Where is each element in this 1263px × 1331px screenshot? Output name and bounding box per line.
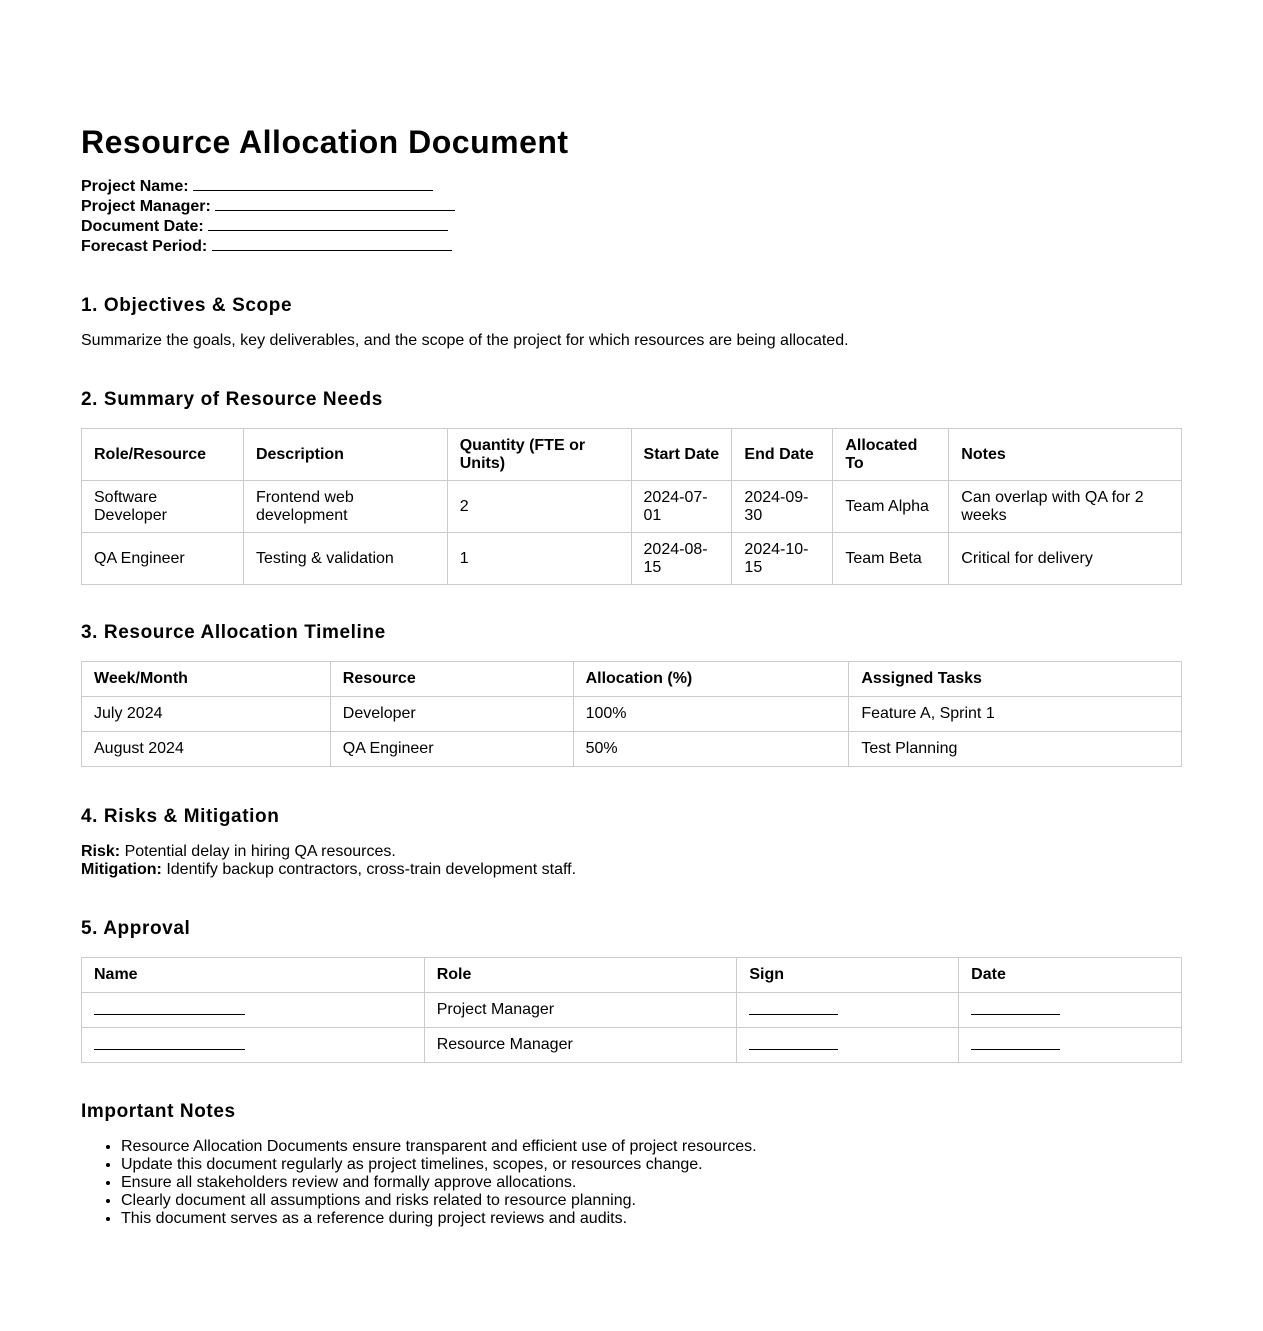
meta-project-manager: Project Manager: xyxy=(81,196,1182,216)
table-row xyxy=(82,732,1182,767)
table-cell: 2024-08-15 xyxy=(631,533,732,585)
mitigation-line: Mitigation: Identify backup contractors, cross-train development staff. xyxy=(81,861,577,878)
table-cell: Testing & validation xyxy=(243,533,447,585)
table-cell: 50% xyxy=(573,732,849,767)
blank-line xyxy=(208,216,448,231)
table-cell: Developer xyxy=(330,697,573,732)
col-header: Name xyxy=(82,958,425,993)
col-header: Role/Resource xyxy=(82,429,244,481)
date-field[interactable] xyxy=(959,1028,1182,1063)
meta-project-name: Project Name: xyxy=(81,176,1182,196)
meta-document-date: Document Date: xyxy=(81,216,1182,236)
table-row xyxy=(82,1028,1182,1063)
sign-field[interactable] xyxy=(737,1028,959,1063)
table-cell: 2024-09-30 xyxy=(732,481,833,533)
col-header: Assigned Tasks xyxy=(849,662,1182,697)
date-field[interactable] xyxy=(959,993,1182,1028)
list-item: • Clearly document all assumptions and risks related to resource planning. xyxy=(121,1192,1182,1210)
meta-forecast-period: Forecast Period: xyxy=(81,236,1182,256)
blank-line xyxy=(749,1035,838,1050)
sign-field[interactable] xyxy=(737,993,959,1028)
table-cell: QA Engineer xyxy=(330,732,573,767)
table-cell: Team Alpha xyxy=(833,481,949,533)
name-field[interactable] xyxy=(82,993,425,1028)
blank-line xyxy=(94,1035,245,1050)
table-cell: 100% xyxy=(573,697,849,732)
section-heading-approval: 5. Approval xyxy=(81,918,191,939)
list-item: • Resource Allocation Documents ensure transparent and efficient use of project resources. xyxy=(121,1138,1182,1156)
table-cell: Software Developer xyxy=(82,481,244,533)
blank-line xyxy=(94,1000,245,1015)
table-header-row xyxy=(82,662,1182,697)
col-header: Date xyxy=(959,958,1182,993)
resource-needs-table xyxy=(81,428,1182,585)
table-cell: Team Beta xyxy=(833,533,949,585)
table-header-row xyxy=(82,429,1182,481)
table-row xyxy=(82,993,1182,1028)
table-cell: QA Engineer xyxy=(82,533,244,585)
col-header: Role xyxy=(424,958,737,993)
list-item: • Ensure all stakeholders review and formally approve allocations. xyxy=(121,1174,1182,1192)
col-header: Notes xyxy=(949,429,1182,481)
table-header-row xyxy=(82,958,1182,993)
list-item: • Update this document regularly as project timelines, scopes, or resources change. xyxy=(121,1156,1182,1174)
table-cell: Can overlap with QA for 2 weeks xyxy=(949,481,1182,533)
blank-line xyxy=(193,176,433,191)
risk-line: Risk: Potential delay in hiring QA resources. xyxy=(81,843,396,860)
table-cell: Project Manager xyxy=(424,993,737,1028)
table-cell: Critical for delivery xyxy=(949,533,1182,585)
blank-line xyxy=(971,1035,1060,1050)
allocation-timeline-table xyxy=(81,661,1182,767)
col-header: Allocated To xyxy=(833,429,949,481)
section-heading-needs: 2. Summary of Resource Needs xyxy=(81,389,383,410)
risks-block xyxy=(81,843,1182,879)
section-heading-objectives: 1. Objectives & Scope xyxy=(81,295,293,316)
table-cell: 2024-10-15 xyxy=(732,533,833,585)
col-header: Allocation (%) xyxy=(573,662,849,697)
table-cell: Test Planning xyxy=(849,732,1182,767)
col-header: Week/Month xyxy=(82,662,331,697)
table-row xyxy=(82,533,1182,585)
approval-table xyxy=(81,957,1182,1063)
section-heading-timeline: 3. Resource Allocation Timeline xyxy=(81,622,386,643)
col-header: Resource xyxy=(330,662,573,697)
col-header: End Date xyxy=(732,429,833,481)
col-header: Sign xyxy=(737,958,959,993)
table-cell: Frontend web development xyxy=(243,481,447,533)
col-header: Quantity (FTE or Units) xyxy=(447,429,631,481)
list-item: • This document serves as a reference during project reviews and audits. xyxy=(121,1210,1182,1228)
table-cell: 2024-07-01 xyxy=(631,481,732,533)
blank-line xyxy=(215,196,455,211)
meta-block xyxy=(81,176,1182,256)
blank-line xyxy=(971,1000,1060,1015)
blank-line xyxy=(749,1000,838,1015)
section-heading-risks: 4. Risks & Mitigation xyxy=(81,806,280,827)
table-cell: 1 xyxy=(447,533,631,585)
table-row xyxy=(82,481,1182,533)
table-row xyxy=(82,697,1182,732)
table-cell: August 2024 xyxy=(82,732,331,767)
col-header: Start Date xyxy=(631,429,732,481)
objectives-text: Summarize the goals, key deliverables, and the scope of the project for which resources are being allocated. xyxy=(81,332,849,349)
table-cell: July 2024 xyxy=(82,697,331,732)
table-cell: Resource Manager xyxy=(424,1028,737,1063)
col-header: Description xyxy=(243,429,447,481)
table-cell: Feature A, Sprint 1 xyxy=(849,697,1182,732)
blank-line xyxy=(212,236,452,251)
name-field[interactable] xyxy=(82,1028,425,1063)
table-cell: 2 xyxy=(447,481,631,533)
notes-list xyxy=(81,1138,1182,1228)
page-title: Resource Allocation Document xyxy=(81,124,569,160)
section-heading-notes: Important Notes xyxy=(81,1101,236,1122)
